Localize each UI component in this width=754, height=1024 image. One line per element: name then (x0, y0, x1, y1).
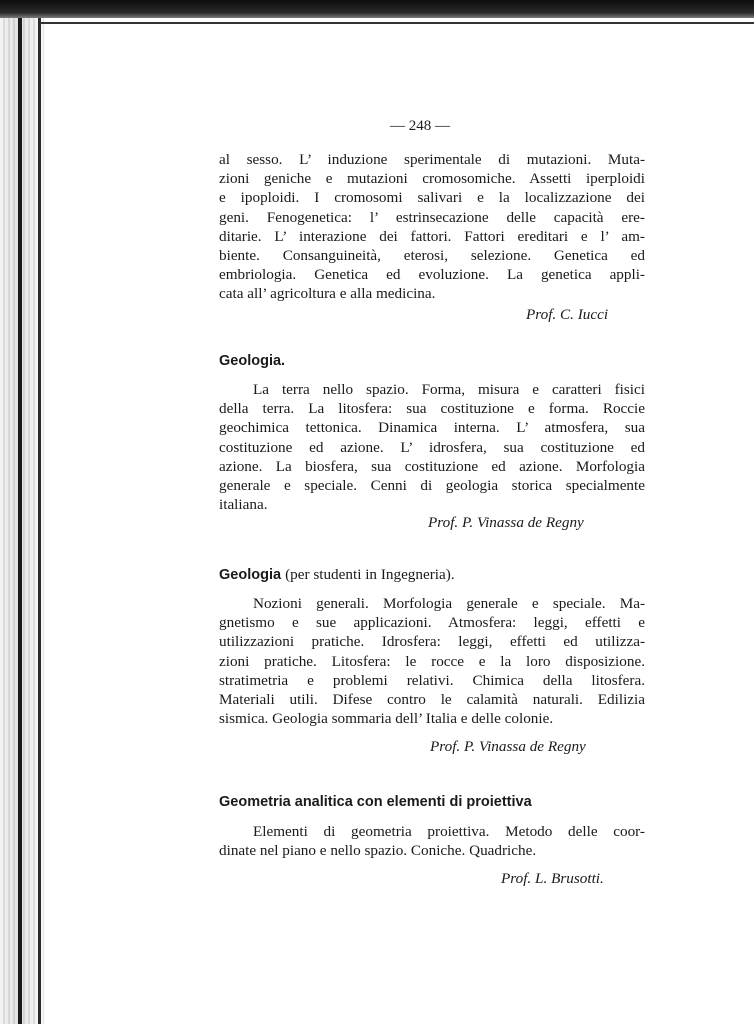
text-line: costituzione ed azione. L’ idrosfera, sua costituzione ed (219, 438, 645, 456)
text-line: geni. Fenogenetica: l’ estrinsecazione delle capacità ere- (219, 208, 645, 226)
heading-title: Geologia. (219, 353, 286, 369)
signature-brusotti: Prof. L. Brusotti. (501, 870, 604, 887)
text-line: dinate nel piano e nello spazio. Coniche. Quadriche. (219, 842, 537, 860)
page-number: — 248 — (390, 118, 450, 134)
binding-edge-line-inner (38, 0, 41, 1024)
text-line: Elementi di geometria proiettiva. Metodo delle coor- (253, 823, 645, 840)
signature-iucci: Prof. C. Iucci (526, 306, 609, 323)
text-line: stratimetria e problemi relativi. Chimica della litosfera. (219, 671, 645, 689)
section-heading-geologia-ingegneria (219, 566, 455, 584)
text-line: cata all’ agricoltura e alla medicina. (219, 285, 436, 303)
text-line: gnetismo e sue applicazioni. Atmosfera: leggi, effetti e (219, 614, 645, 632)
geologia-ingegneria-paragraph (219, 594, 645, 728)
genetica-paragraph (219, 150, 645, 304)
text-line: utilizzazioni pratiche. Idrosfera: leggi, effetti ed utilizza- (219, 633, 645, 651)
text-line: italiana. (219, 496, 268, 514)
text-line: La terra nello spazio. Forma, misura e caratteri fisici (253, 381, 645, 398)
section-heading-geologia (219, 353, 285, 369)
binding-edge-line (18, 0, 22, 1024)
text-line: zioni geniche e mutazioni cromosomiche. Assetti iperploidi (219, 170, 645, 188)
text-line: biente. Consanguineità, eterosi, selezione. Genetica ed (219, 247, 645, 265)
text-line: geochimica tettonica. Dinamica interna. L’ atmosfera, sua (219, 419, 645, 437)
text-line: generale e speciale. Cenni di geologia storica specialmente (219, 477, 645, 495)
text-line: embriologia. Genetica ed evoluzione. La genetica appli- (219, 266, 645, 284)
text-line: ditarie. L’ interazione dei fattori. Fattori ereditari e l’ am- (219, 227, 645, 245)
text-line: al sesso. L’ induzione sperimentale di mutazioni. Muta- (219, 151, 645, 168)
text-line: della terra. La litosfera: sua costituzione e forma. Roccie (219, 400, 645, 418)
section-heading-geometria (219, 794, 532, 810)
signature-vinassa-2: Prof. P. Vinassa de Regny (430, 738, 586, 755)
geometria-paragraph (219, 822, 645, 860)
text-line: Nozioni generali. Morfologia generale e speciale. Ma- (253, 595, 645, 612)
text-line: sismica. Geologia sommaria dell’ Italia e delle colonie. (219, 710, 554, 728)
text-line: zioni pratiche. Litosfera: le rocce e la loro disposizione. (219, 652, 645, 670)
text-line: e ipoploidi. I cromosomi salivari e la localizzazione dei (219, 189, 645, 207)
text-line: Materiali utili. Difese contro le calamità naturali. Edilizia (219, 691, 645, 709)
heading-note: (per studenti in Ingegneria). (285, 566, 455, 583)
heading-title: Geometria analitica con elementi di proiettiva (219, 794, 532, 810)
geologia-paragraph (219, 380, 645, 514)
signature-vinassa-1: Prof. P. Vinassa de Regny (428, 514, 584, 531)
heading-title: Geologia (219, 567, 282, 583)
text-line: azione. La biosfera, sua costituzione ed azione. Morfologia (219, 457, 645, 475)
scan-top-rule (40, 22, 754, 24)
scan-top-border (0, 0, 754, 18)
